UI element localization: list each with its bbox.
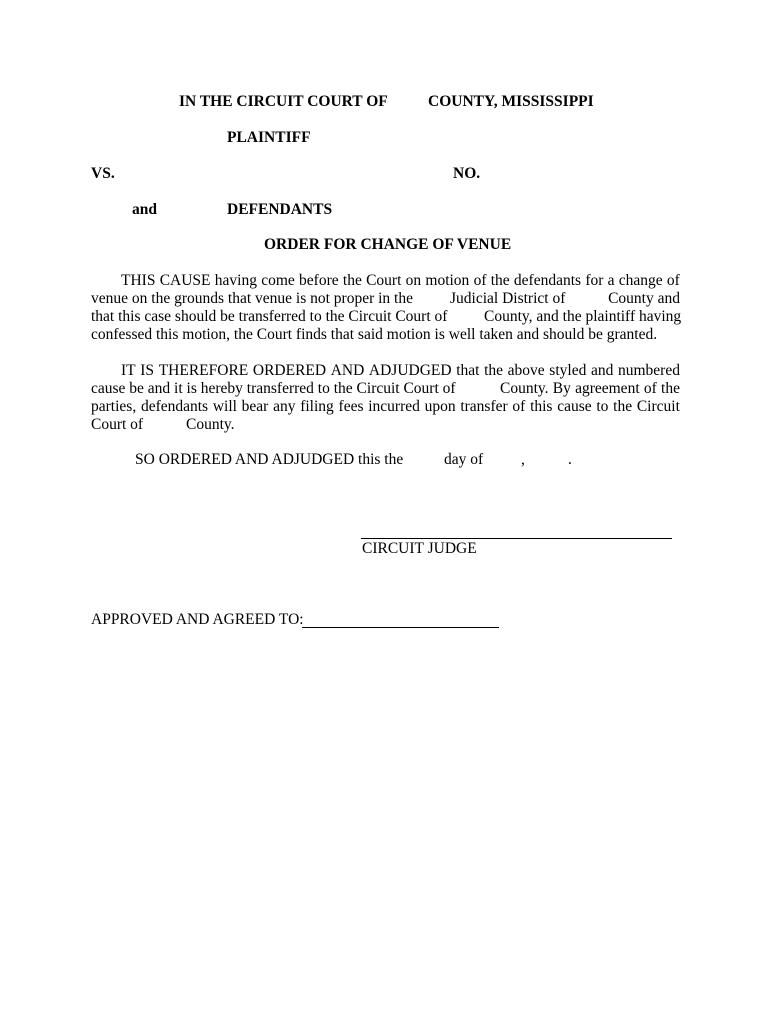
county-state-heading: COUNTY, MISSISSIPPI	[428, 93, 594, 110]
word: incurred	[368, 398, 420, 415]
word: fees	[338, 398, 364, 415]
word: IT	[121, 362, 136, 379]
vs-label: VS.	[91, 165, 115, 182]
word: cause	[557, 398, 592, 415]
word: defendants	[513, 272, 582, 289]
word: bear	[241, 398, 269, 415]
paragraph-2	[91, 362, 680, 434]
word: motion	[425, 272, 470, 289]
word: ADJUDGED	[368, 362, 452, 379]
document-title: ORDER FOR CHANGE OF VENUE	[264, 236, 512, 253]
text-segment: Judicial District of	[450, 290, 566, 307]
word: ORDERED	[252, 362, 327, 379]
word: that	[456, 362, 480, 379]
approval-signature-line	[302, 627, 499, 628]
text-segment: cause be and it is hereby transferred to the Circuit Court of	[91, 380, 456, 397]
word: having	[214, 272, 257, 289]
day-of-text: day of	[444, 451, 484, 468]
word: the	[490, 272, 510, 289]
approved-agreed-label: APPROVED AND AGREED TO:	[91, 611, 304, 628]
word: to	[596, 398, 609, 415]
judge-signature-line	[361, 538, 672, 539]
case-number-label: NO.	[453, 165, 481, 182]
date-comma: ,	[521, 451, 525, 468]
word: the	[484, 362, 504, 379]
word: Circuit	[636, 398, 680, 415]
word: styled	[549, 362, 587, 379]
paragraph-1-line-1	[91, 272, 680, 290]
word: of	[512, 398, 526, 415]
and-label: and	[132, 201, 157, 218]
word: above	[507, 362, 545, 379]
circuit-judge-label: CIRCUIT JUDGE	[362, 540, 477, 557]
word: By	[552, 380, 571, 397]
word: this	[530, 398, 553, 415]
text-segment: that this case should be transferred to the Circuit Court of	[91, 308, 448, 325]
plaintiff-label: PLAINTIFF	[227, 129, 311, 146]
word: upon	[424, 398, 456, 415]
word: on	[405, 272, 422, 289]
text-segment: County, and the plaintiff having	[484, 308, 682, 325]
word: THEREFORE	[158, 362, 249, 379]
paragraph-2-line-2	[91, 380, 680, 398]
word: transfer	[460, 398, 508, 415]
paragraph-2-line-4	[91, 416, 680, 434]
paragraph-1-line-3	[91, 308, 680, 326]
defendants-label: DEFENDANTS	[227, 201, 333, 218]
word: numbered	[617, 362, 680, 379]
word: County.	[500, 380, 549, 397]
word: of	[643, 380, 657, 397]
word: defendants	[140, 398, 209, 415]
word: the	[342, 272, 362, 289]
ordered-adjudged-text: SO ORDERED AND ADJUDGED this the	[135, 451, 404, 468]
text-segment-group	[500, 380, 680, 398]
word: agreement	[575, 380, 640, 397]
word: before	[299, 272, 339, 289]
word: CAUSE	[159, 272, 211, 289]
word: IS	[140, 362, 155, 379]
text-segment: County.	[186, 416, 235, 433]
word: Court	[366, 272, 402, 289]
word: of	[473, 272, 487, 289]
word: and	[590, 362, 614, 379]
word: change	[618, 272, 663, 289]
word: a	[607, 272, 615, 289]
word: the	[661, 380, 680, 397]
word: filing	[300, 398, 334, 415]
text-segment: County and	[608, 290, 680, 307]
text-segment: venue on the grounds that venue is not proper in the	[91, 290, 413, 307]
court-heading: IN THE CIRCUIT COURT OF	[179, 93, 388, 110]
date-period: .	[568, 451, 572, 468]
paragraph-1-line-2	[91, 290, 680, 308]
word: parties,	[91, 398, 137, 415]
word: THIS	[121, 272, 156, 289]
word: the	[613, 398, 633, 415]
word: of	[666, 272, 680, 289]
word: any	[273, 398, 296, 415]
text-segment: Court of	[91, 416, 144, 433]
word: come	[261, 272, 295, 289]
paragraph-2-line-3	[91, 398, 680, 416]
paragraph-1-line-4: confessed this motion, the Court finds that said motion is well taken and should be granted.	[91, 326, 658, 343]
word: for	[585, 272, 604, 289]
word: will	[212, 398, 237, 415]
paragraph-2-line-1	[91, 362, 680, 380]
word: AND	[330, 362, 365, 379]
paragraph-1	[91, 272, 680, 344]
